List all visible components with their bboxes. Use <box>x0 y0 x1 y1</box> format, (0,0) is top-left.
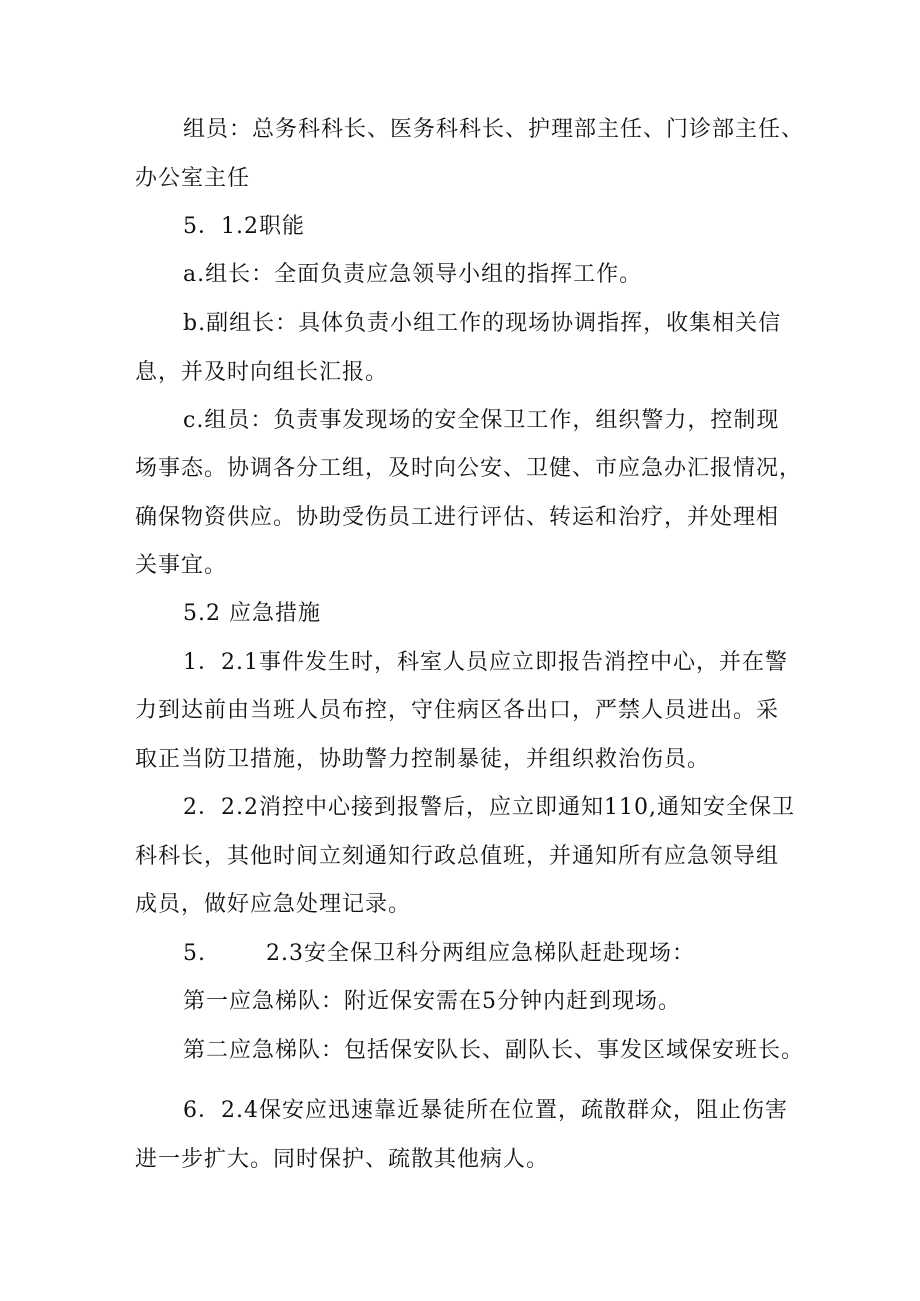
text-line-deputy-duty: b.副组长：具体负责小组工作的现场协调指挥，收集相关信 <box>183 311 782 336</box>
text-line-deputy-duty-cont: 息，并及时向组长汇报。 <box>135 360 389 385</box>
text-line-measure-1-cont-2: 取正当防卫措施，协助警力控制暴徒，并组织救治伤员。 <box>135 747 711 772</box>
text-line-member-duty-cont-2: 确保物资供应。协助受伤员工进行评估、转运和治疗，并处理相 <box>135 505 780 530</box>
section-heading-functions: 5．1.2职能 <box>183 214 305 239</box>
text-line-measure-4-cont: 进一步扩大。同时保护、疏散其他病人。 <box>135 1147 550 1172</box>
text-line-measure-1-cont-1: 力到达前由当班人员布控，守住病区各出口，严禁人员进出。采 <box>135 698 780 723</box>
text-line-second-team: 第二应急梯队：包括保安队长、副队长、事发区域保安班长。 <box>183 1038 805 1063</box>
text-line-members: 组员：总务科科长、医务科科长、护理部主任、门诊部主任、 <box>183 117 805 142</box>
text-line-member-duty-cont-3: 关事宜。 <box>135 553 228 578</box>
text-line-first-team: 第一应急梯队：附近保安需在5分钟内赶到现场。 <box>183 989 681 1014</box>
text-line-measure-2: 2．2.2消控中心接到报警后，应立即通知110,通知安全保卫 <box>183 795 795 820</box>
measure-3-text: 2.3安全保卫科分两组应急梯队赶赴现场： <box>266 941 695 966</box>
text-line-leader-duty: a.组长：全面负责应急领导小组的指挥工作。 <box>183 262 643 287</box>
text-line-member-duty-cont-1: 场事态。协调各分工组，及时向公安、卫健、市应急办汇报情况， <box>135 456 803 481</box>
text-line-office-director: 办公室主任 <box>135 166 251 191</box>
text-line-member-duty: c.组员：负责事发现场的安全保卫工作，组织警力，控制现 <box>183 408 780 433</box>
section-heading-measures: 5.2 应急措施 <box>183 601 321 626</box>
text-line-measure-4: 6．2.4保安应迅速靠近暴徒所在位置，疏散群众，阻止伤害 <box>183 1098 788 1123</box>
text-line-measure-3 <box>183 939 695 969</box>
measure-3-number: 5. <box>183 941 206 966</box>
text-line-measure-2-cont-2: 成员，做好应急处理记录。 <box>135 892 412 917</box>
text-line-measure-1: 1．2.1事件发生时，科室人员应立即报告消控中心，并在警 <box>183 650 788 675</box>
text-line-measure-2-cont-1: 科科长，其他时间立刻通知行政总值班，并通知所有应急领导组 <box>135 844 780 869</box>
